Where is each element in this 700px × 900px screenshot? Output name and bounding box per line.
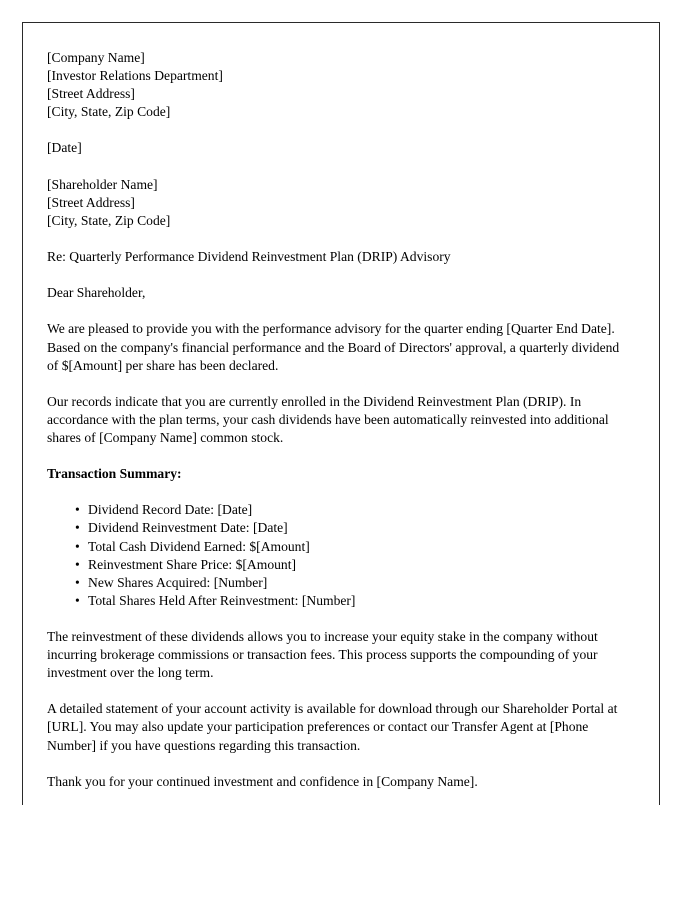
list-item: • Dividend Reinvestment Date: [Date] bbox=[47, 519, 621, 537]
paragraph-4: A detailed statement of your account activity is available for download through our Shareholder Portal at [URL]. You may also update your participation preferences or contact our Transfer Agent at [Phone Number] if you have questions regarding this transaction. bbox=[47, 701, 618, 753]
paragraph-1: We are pleased to provide you with the performance advisory for the quarter ending [Quarter End Date]. Based on the company's financial performance and the Board of Directors' approval, a quarterly dividend of $[Amount] per share has been declared. bbox=[47, 321, 620, 373]
list-item: • New Shares Acquired: [Number] bbox=[47, 574, 621, 592]
document-page bbox=[22, 22, 660, 805]
recipient-address-line-2: [Street Address] bbox=[47, 194, 135, 210]
sender-address-block bbox=[47, 49, 621, 121]
paragraph-3: The reinvestment of these dividends allows you to increase your equity stake in the company without incurring brokerage commissions or transaction fees. This process supports the compounding of your investment over the long term. bbox=[47, 629, 598, 681]
sender-address-line-4: [City, State, Zip Code] bbox=[47, 104, 171, 120]
spacer-after-recipient-address bbox=[47, 230, 621, 248]
spacer-after-paragraph-3 bbox=[47, 682, 621, 700]
transaction-summary-heading: Transaction Summary: bbox=[47, 466, 182, 482]
spacer-after-paragraph-1 bbox=[47, 375, 621, 393]
date-block bbox=[47, 139, 621, 157]
spacer-after-date bbox=[47, 158, 621, 176]
spacer-after-subject bbox=[47, 266, 621, 284]
letter-date: [Date] bbox=[47, 140, 82, 156]
spacer-after-summary-heading bbox=[47, 483, 621, 501]
sender-address-line-1: [Company Name] bbox=[47, 50, 145, 65]
list-item: • Total Cash Dividend Earned: $[Amount] bbox=[47, 538, 621, 556]
subject-line: Re: Quarterly Performance Dividend Reinvestment Plan (DRIP) Advisory bbox=[47, 249, 451, 265]
spacer-after-salutation bbox=[47, 302, 621, 320]
salutation: Dear Shareholder, bbox=[47, 285, 146, 301]
spacer-after-summary-list bbox=[47, 610, 621, 628]
letter-body bbox=[47, 49, 621, 791]
spacer-after-sender-address bbox=[47, 121, 621, 139]
sender-address-line-2: [Investor Relations Department] bbox=[47, 68, 223, 84]
list-item: • Total Shares Held After Reinvestment: [Number] bbox=[47, 592, 621, 610]
spacer-after-paragraph-4 bbox=[47, 755, 621, 773]
sender-address-line-3: [Street Address] bbox=[47, 86, 135, 102]
list-item: • Dividend Record Date: [Date] bbox=[47, 501, 621, 519]
list-item: • Reinvestment Share Price: $[Amount] bbox=[47, 556, 621, 574]
spacer-after-paragraph-2 bbox=[47, 447, 621, 465]
recipient-address-block bbox=[47, 176, 621, 230]
transaction-summary-list bbox=[47, 501, 621, 610]
recipient-address-line-1: [Shareholder Name] bbox=[47, 176, 158, 192]
recipient-address-line-3: [City, State, Zip Code] bbox=[47, 212, 171, 228]
paragraph-2: Our records indicate that you are currently enrolled in the Dividend Reinvestment Plan (DRIP). In accordance with the plan terms, your cash dividends have been automatically reinvested into additional shares of [Company Name] common stock. bbox=[47, 393, 609, 445]
paragraph-5: Thank you for your continued investment and confidence in [Company Name]. bbox=[47, 773, 478, 789]
